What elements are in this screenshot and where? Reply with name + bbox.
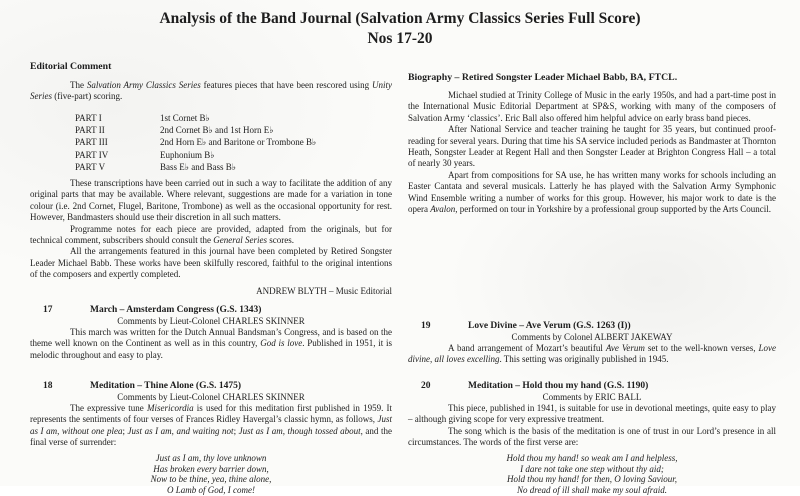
piece-description: This march was written for the Dutch Annual Bandsman’s Congress, and is based on the theme well known on the Continent as well as in this country, God is love. Published in 1951, it is melodic throughout and easy to play. bbox=[30, 327, 393, 360]
document-title-line1: Analysis of the Band Journal (Salvation Army Classics Series Full Score) bbox=[159, 10, 641, 27]
editorial-body bbox=[30, 178, 392, 297]
piece-comments-credit: Comments by Lieut-Colonel CHARLES SKINNER bbox=[117, 316, 305, 326]
piece-heading bbox=[408, 320, 776, 332]
part-row bbox=[75, 124, 375, 136]
editorial-paragraph: These transcriptions have been carried out in such a way to facilitate the addition of any original parts that may be available. Where relevant, suggestions are made for a variation in tone colour (i.e. 2nd Cornet, Flugel, Baritone, Trombone) as well as the occasional opportunity for rest. However, Bandmasters should use their discretion in all such matters. bbox=[30, 178, 392, 223]
part-value: 1st Cornet B♭ bbox=[160, 113, 210, 123]
editorial-signoff: ANDREW BLYTH – Music Editorial bbox=[256, 285, 392, 296]
piece-number: 17 bbox=[43, 305, 53, 315]
editorial-intro-paragraph: The Salvation Army Classics Series features pieces that have been rescored using Unity Series (five-part) scoring. bbox=[30, 80, 392, 102]
biography-paragraph: Michael studied at Trinity College of Music in the early 1950s, and had a part-time post in the International Music Editorial Department at SP&S, working with many of the composers of Salvation Army ‘classics’. Eric Ball also offered him helpful advice on early brass band pieces. bbox=[408, 90, 776, 123]
editorial-paragraph: All the arrangements featured in this journal have been completed by Retired Songster Leader Michael Babb. These works have been skilfully rescored, faithful to the original intentions of the composers and expertly completed. bbox=[30, 246, 392, 280]
piece-description: The song which is the basis of the meditation is one of trust in our Lord’s presence in all circumstances. The words of the first verse are: bbox=[408, 425, 776, 448]
part-value: 2nd Horn E♭ and Baritone or Trombone B♭ bbox=[160, 137, 317, 148]
piece-title: March – Amsterdam Congress (G.S. 1343) bbox=[90, 305, 262, 315]
piece-heading bbox=[30, 380, 392, 392]
part-value: Bass E♭ and Bass B♭ bbox=[160, 161, 236, 172]
hymn-verse bbox=[30, 453, 392, 496]
hymn-verse-line: Hold thou my hand! so weak am I and helpless, bbox=[506, 452, 678, 463]
editorial-comment-heading: Editorial Comment bbox=[30, 61, 112, 72]
piece-section-18 bbox=[30, 380, 392, 496]
hymn-verse-line: I dare not take one step without thy aid; bbox=[520, 463, 664, 474]
piece-title: Love Divine – Ave Verum (G.S. 1263 (I)) bbox=[468, 321, 631, 331]
document-title bbox=[0, 9, 800, 49]
biography-paragraph: After National Service and teacher training he taught for 35 years, but continued proof-reading for several years. During that time his SA service included periods as Bandmaster at Thornton Heath, Songster Leader at Regent Hall and then Songster Leader at Brighton Congress Hall – a total of nearly 30 years. bbox=[408, 124, 776, 169]
hymn-verse-line: Has broken every barrier down, bbox=[153, 463, 269, 474]
part-value: Euphonium B♭ bbox=[160, 149, 215, 160]
hymn-verse-line: Just as I am, thy love unknown bbox=[155, 452, 267, 463]
document-title-line2: Nos 17-20 bbox=[367, 30, 433, 47]
hymn-verse bbox=[408, 453, 776, 496]
piece-description: The expressive tune Misericordia is used for this meditation first published in 1959. It represents the sentiments of four verses of Frances Ridley Havergal’s classic hymn, as follows, Just as I am, without one plea; Just as I am, and waiting not; Just as I am, though tossed about, and the final verse of surrender: bbox=[30, 403, 392, 448]
piece-number: 19 bbox=[421, 321, 431, 331]
piece-description: A band arrangement of Mozart’s beautiful Ave Verum set to the well-known verses, Love divine, all loves excelling. This setting was originally published in 1945. bbox=[408, 343, 776, 365]
hymn-verse-line: Now to be thine, yea, thine alone, bbox=[150, 474, 272, 485]
biography-body bbox=[408, 90, 776, 215]
part-label: PART III bbox=[75, 137, 108, 148]
piece-comments-credit: Comments by Lieut-Colonel CHARLES SKINNER bbox=[117, 392, 305, 402]
piece-heading bbox=[30, 304, 392, 316]
piece-comments-credit: Comments by ERIC BALL bbox=[542, 392, 642, 402]
biography-paragraph: Apart from compositions for SA use, he has written many works for schools including an Easter Cantata and several musicals. Latterly he has played with the Salvation Army Symphonic Wind Ensemble writing a number of works for this group. However, his major work to date is the opera Avalon, performed on tour in Yorkshire by a professional group supported by the Arts Council. bbox=[408, 169, 776, 215]
part-row bbox=[75, 149, 375, 161]
piece-section-20 bbox=[408, 380, 776, 496]
part-row bbox=[75, 112, 375, 124]
parts-list bbox=[75, 112, 375, 173]
part-row bbox=[75, 136, 375, 148]
piece-number: 20 bbox=[421, 381, 431, 391]
part-label: PART II bbox=[75, 125, 105, 136]
hymn-verse-line: O Lamb of God, I come! bbox=[167, 485, 255, 496]
part-label: PART I bbox=[75, 113, 102, 123]
part-value: 2nd Cornet B♭ and 1st Horn E♭ bbox=[160, 125, 274, 136]
piece-number: 18 bbox=[43, 381, 53, 391]
piece-heading bbox=[408, 380, 776, 392]
piece-section-17 bbox=[30, 304, 392, 361]
hymn-verse-line: No dread of ill shall make my soul afraid. bbox=[517, 485, 667, 496]
part-label: PART V bbox=[75, 161, 106, 172]
piece-title: Meditation – Thine Alone (G.S. 1475) bbox=[90, 381, 242, 391]
editorial-paragraph: Programme notes for each piece are provided, adapted from the originals, but for technical comment, subscribers should consult the General Series scores. bbox=[30, 223, 392, 246]
piece-comments-credit: Comments by Colonel ALBERT JAKEWAY bbox=[511, 332, 673, 342]
part-row bbox=[75, 161, 375, 173]
piece-section-19 bbox=[408, 320, 776, 366]
part-label: PART IV bbox=[75, 149, 109, 160]
piece-title: Meditation – Hold thou my hand (G.S. 1190) bbox=[468, 381, 649, 391]
biography-heading: Biography – Retired Songster Leader Michael Babb, BA, FTCL. bbox=[408, 72, 678, 83]
piece-description: This piece, published in 1941, is suitable for use in devotional meetings, quite easy to play – although giving scope for very expressive treatment. bbox=[408, 403, 776, 425]
hymn-verse-line: Hold thou my hand! for then, O loving Saviour, bbox=[507, 474, 677, 485]
